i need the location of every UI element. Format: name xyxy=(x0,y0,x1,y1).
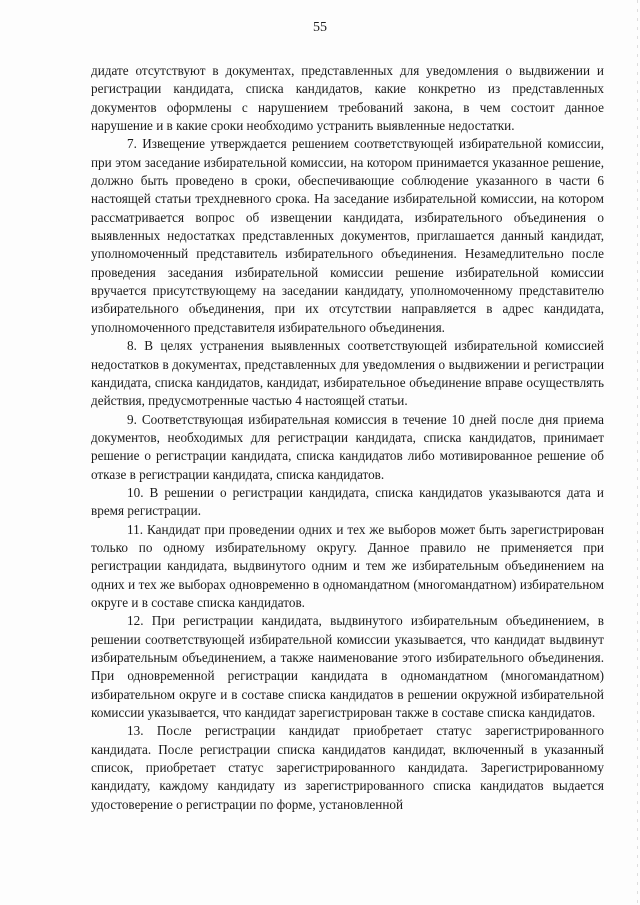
scan-edge-line xyxy=(637,0,638,905)
paragraph-11: 11. Кандидат при проведении одних и тех же выборов может быть зарегистрирован только по одному избирательному округу. Данное правило не применяется при регистрации кандидата, выдвинутого одним и тем же избирательным объединением на одних и тех же выборах одновременно в одномандатном (многомандатном) избирательном округе и в составе списка кандидатов. xyxy=(91,521,604,610)
paragraph-8: 8. В целях устранения выявленных соответствующей избирательной комиссией недостатков в документах, представленных для уведомления о выдвижении и регистрации кандидата, списка кандидатов, кандидат, избирательное объединение вправе осуществлять действия, предусмотренные частью 4 настоящей статьи. xyxy=(91,338,604,409)
paragraph-13: 13. После регистрации кандидат приобретает статус зарегистрированного кандидата. После регистрации списка кандидатов кандидат, включенный в указанный список, приобретает статус зарегистрированного кандидата. Зарегистрированному кандидату, каждому кандидату из зарегистрированного списка кандидатов выдается удостоверение о регистрации по форме, установленной xyxy=(91,723,604,812)
document-body xyxy=(91,62,604,814)
paragraph-10: 10. В решении о регистрации кандидата, списка кандидатов указываются дата и время регистрации. xyxy=(91,484,604,519)
paragraph-continuation: дидате отсутствуют в документах, представленных для уведомления о выдвижении и регистрации кандидата, списка кандидатов, какие конкретно из представленных документов оформлены с нарушением требований закона, в чем состоит данное нарушение и в какие сроки необходимо устранить выявленные недостатки. xyxy=(91,63,604,134)
paragraph-9: 9. Соответствующая избирательная комиссия в течение 10 дней после дня приема документов, необходимых для регистрации кандидата, списка кандидатов, принимает решение о регистрации кандидата, списка кандидатов либо мотивированное решение об отказе в регистрации кандидата, списка кандидатов. xyxy=(91,411,604,482)
paragraph-12: 12. При регистрации кандидата, выдвинутого избирательным объединением, в решении соответствующей избирательной комиссии указывается, что кандидат выдвинут избирательным объединением, а также наименование этого избирательного объединения. При одновременной регистрации кандидата в одномандатном (многомандатном) избирательном округе и в составе списка кандидатов в решении окружной избирательной комиссии указывается, что кандидат зарегистрирован также в составе списка кандидатов. xyxy=(91,613,604,721)
paragraph-7: 7. Извещение утверждается решением соответствующей избирательной комиссии, при этом заседание избирательной комиссии, на котором принимается указанное решение, должно быть проведено в сроки, обеспечивающие соблюдение указанного в части 6 настоящей статьи трехдневного срока. На заседание избирательной комиссии, на котором рассматривается вопрос об извещении кандидата, избирательного объединения о выявленных недостатках представленных документов, приглашается данный кандидат, уполномоченный представитель избирательного объединения. Незамедлительно после проведения заседания избирательной комиссии решение избирательной комиссии вручается присутствующему на заседании кандидату, уполномоченному представителю избирательного объединения, при их отсутствии направляется в адрес кандидата, уполномоченного представителя избирательного объединения. xyxy=(91,136,604,335)
page-number: 55 xyxy=(313,20,327,35)
